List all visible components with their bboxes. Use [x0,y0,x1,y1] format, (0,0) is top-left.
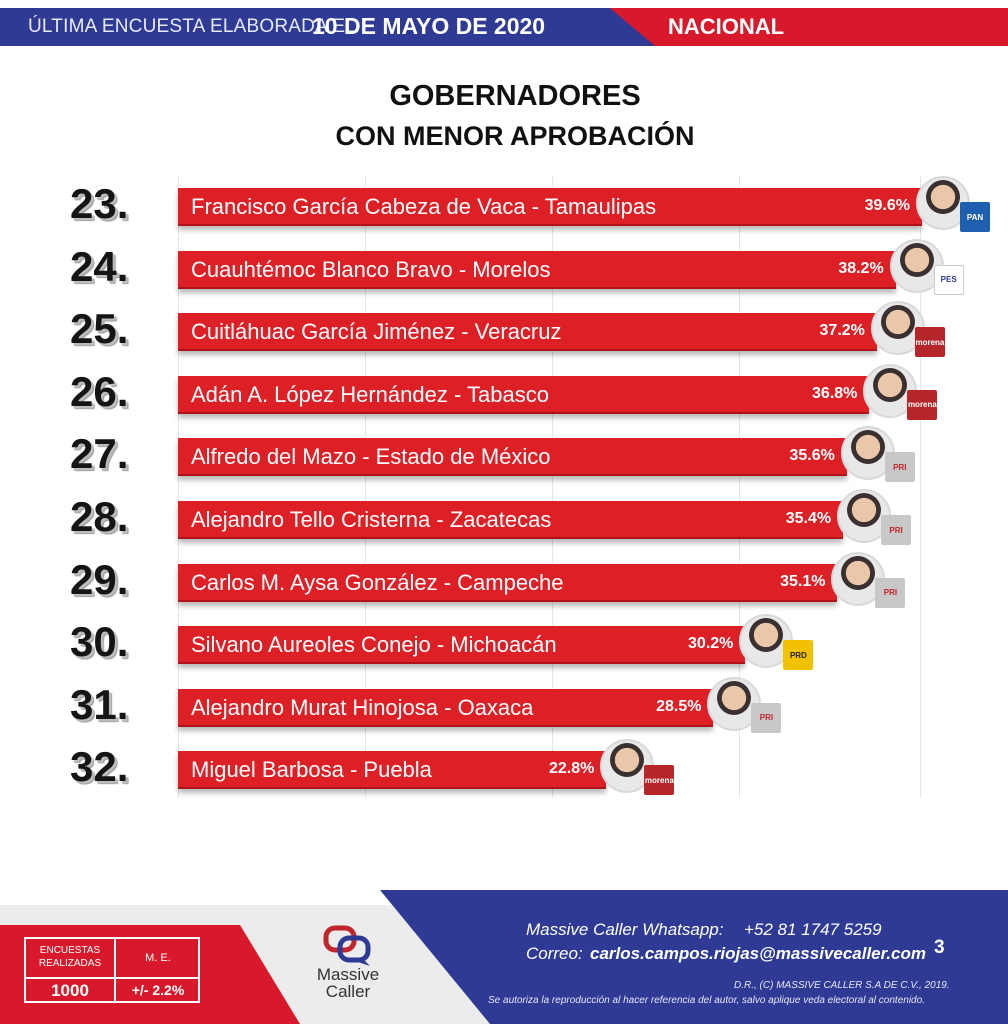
bar-category-label: Alfredo del Mazo - Estado de México [191,444,551,470]
rank-label: 29. [70,555,129,603]
margin-error-value: +/- 2.2% [131,982,185,998]
party-logo-pri: PRI [885,452,915,482]
bar-category-label: Alejandro Tello Cristerna - Zacatecas [191,507,552,532]
email-label: Correo: [526,944,583,963]
margin-error-header: M. E. [116,939,200,979]
bar [178,564,837,602]
survey-date-prefix: ÚLTIMA ENCUESTA ELABORADA EL [28,16,356,37]
party-logo-morena: morena [907,390,937,420]
surveys-value: 1000 [26,979,116,1003]
rank-label: 26. [70,367,129,415]
massive-caller-logo-icon [322,924,374,968]
bar-category-label: Adán A. López Hernández - Tabasco [191,381,549,407]
whatsapp-number: +52 81 1747 5259 [744,920,882,939]
bar-value-label: 38.2% [838,259,884,277]
bar [178,188,922,226]
header-band [0,8,1008,46]
bar-category-label: Cuauhtémoc Blanco Bravo - Morelos [191,256,551,282]
bar-category-label: Cuitláhuac García Jiménez - Veracruz [191,319,562,345]
bar-value-label: 35.1% [780,572,826,590]
bar-value-label: 39.6% [864,197,910,214]
bar [178,501,843,539]
rank-label: 31. [70,680,129,728]
page-number: 3 [934,937,945,958]
bar-value-label: 30.2% [688,635,734,653]
party-logo-pes: PES [934,265,964,295]
brand-name-line2: Caller [325,982,371,1001]
bar-value-label: 35.6% [789,447,835,465]
rank-label: 24. [70,242,129,290]
rank-label: 32. [70,743,129,791]
bar [178,313,877,351]
rank-label: 23. [70,180,129,227]
chart-title: GOBERNADORES [389,80,641,112]
party-logo-morena: morena [915,327,945,357]
party-logo-pri: PRI [751,703,781,733]
brand-name-line1: Massive [316,965,380,984]
survey-date: 10 DE MAYO DE 2020 [312,13,546,39]
bar-category-label: Silvano Aureoles Conejo - Michoacán [191,632,557,658]
bar [178,751,606,789]
party-logo-pri: PRI [881,515,911,545]
bar-category-label: Francisco García Cabeza de Vaca - Tamaulipas [191,194,657,219]
party-logo-pri: PRI [875,578,905,608]
survey-scope: NACIONAL [668,14,785,39]
survey-stats-table [24,937,200,1003]
bar [178,438,847,476]
bar-value-label: 28.5% [656,697,702,715]
bar-category-label: Miguel Barbosa - Puebla [191,757,432,783]
bar-category-label: Carlos M. Aysa González - Campeche [191,569,564,595]
party-logo-prd: PRD [783,640,813,670]
chart-subtitle: CON MENOR APROBACIÓN [335,121,695,151]
bar [178,251,896,289]
party-logo-pan: PAN [960,202,990,232]
rank-label: 27. [70,430,129,478]
rank-label: 28. [70,493,129,540]
whatsapp-label: Massive Caller Whatsapp: [526,920,724,939]
bar [178,376,869,414]
brand-name [308,966,388,1000]
copyright-notice: D.R., (C) MASSIVE CALLER S.A DE C.V., 2019. [734,980,950,991]
bar-value-label: 22.8% [548,760,595,778]
approval-bar-chart [0,170,1008,810]
bar-value-label: 36.8% [812,384,858,402]
bar [178,689,713,727]
email-address[interactable]: carlos.campos.riojas@massivecaller.com [590,944,926,963]
rank-label: 25. [70,305,129,353]
bar-value-label: 37.2% [819,322,865,340]
surveys-header: ENCUESTAS REALIZADAS [26,939,116,979]
party-logo-morena: morena [644,765,674,795]
rank-label: 30. [70,618,129,666]
bar-category-label: Alejandro Murat Hinojosa - Oaxaca [191,694,534,720]
bar [178,626,745,664]
reproduction-disclaimer: Se autoriza la reproducción al hacer referencia del autor, salvo aplique veda electoral al contenido. [488,995,925,1006]
bar-value-label: 35.4% [785,510,832,527]
